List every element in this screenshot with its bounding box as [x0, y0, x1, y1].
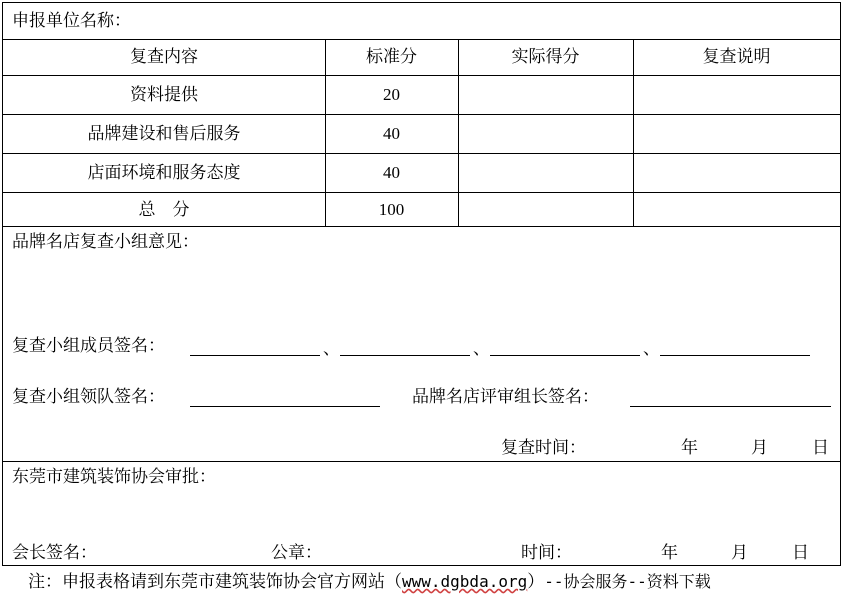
members-sign-label: 复查小组成员签名：	[12, 336, 165, 356]
approval-month-label: 月	[731, 543, 748, 563]
table-header-content: 复查内容	[130, 47, 198, 67]
review-day-label: 日	[812, 438, 829, 458]
table-row-standard: 40	[383, 163, 400, 182]
divider	[3, 192, 840, 193]
table-row-item: 品牌建设和售后服务	[87, 124, 241, 144]
member-signature-line[interactable]	[490, 355, 640, 356]
table-row-item: 店面环境和服务态度	[87, 163, 241, 183]
note-paren: ）	[527, 572, 545, 592]
column-divider	[633, 39, 634, 226]
member-signature-line[interactable]	[340, 355, 470, 356]
website-link[interactable]: www.dgbda.org	[402, 572, 528, 591]
review-form	[2, 2, 841, 566]
approval-time-label: 时间：	[521, 543, 572, 563]
approval-day-label: 日	[792, 543, 809, 563]
review-month-label: 月	[751, 438, 768, 458]
judge-signature-line[interactable]	[630, 406, 831, 407]
judge-sign-label: 品牌名店评审组长签名：	[412, 387, 599, 407]
divider	[3, 153, 840, 154]
table-header-standard: 标准分	[366, 47, 417, 67]
column-divider	[458, 39, 459, 226]
leader-sign-label: 复查小组领队签名：	[12, 387, 165, 407]
table-row-standard: 40	[383, 124, 400, 143]
divider	[3, 39, 840, 40]
table-header-remark: 复查说明	[702, 47, 771, 67]
footer-note	[28, 572, 711, 592]
review-time-label: 复查时间：	[501, 438, 586, 458]
table-header-actual: 实际得分	[511, 47, 580, 67]
table-row-total-label: 总 分	[138, 200, 190, 220]
note-prefix: 注：申报表格请到东莞市建筑装饰协会官方网站（	[28, 572, 402, 592]
separator: 、	[323, 339, 340, 359]
table-row-total-standard: 100	[378, 200, 405, 219]
applicant-name-label: 申报单位名称：	[12, 11, 131, 31]
review-opinion-label: 品牌名店复查小组意见：	[12, 232, 199, 252]
separator: 、	[473, 339, 490, 359]
note-suffix: --协会服务--资料下载	[544, 572, 711, 591]
member-signature-line[interactable]	[660, 355, 810, 356]
approval-label: 东莞市建筑装饰协会审批：	[12, 467, 216, 487]
divider	[3, 75, 840, 76]
table-row-item: 资料提供	[130, 85, 198, 105]
divider	[3, 114, 840, 115]
president-sign-label: 会长签名：	[12, 543, 97, 563]
divider	[3, 226, 840, 227]
member-signature-line[interactable]	[190, 355, 320, 356]
seal-label: 公章：	[271, 543, 322, 563]
review-year-label: 年	[681, 438, 698, 458]
separator: 、	[643, 339, 660, 359]
table-row-standard: 20	[383, 85, 400, 104]
divider	[3, 461, 840, 462]
leader-signature-line[interactable]	[190, 406, 380, 407]
approval-year-label: 年	[661, 543, 678, 563]
